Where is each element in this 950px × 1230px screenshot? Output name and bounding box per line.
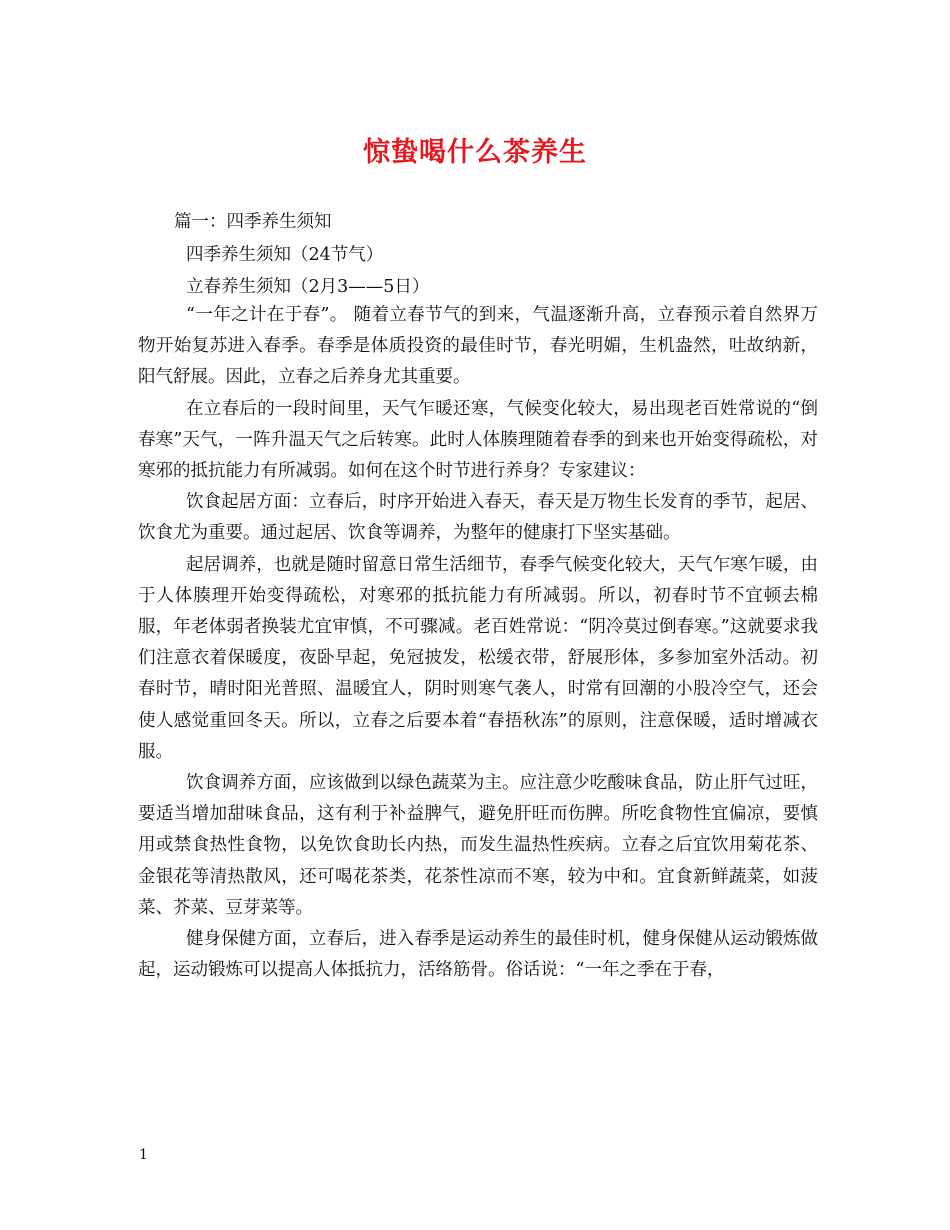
paragraph: 起居调养，也就是随时留意日常生活细节，春季气候变化较大，天气乍寒乍暖，由于人体腠理开始变得疏松，对寒邪的抵抗能力有所减弱。所以，初春时节不宜顿去棉服，年老体弱者换装尤宜审慎，不可骤减。老百姓常说：“阴冷莫过倒春寒。”这就要求我们注意衣着保暖度，夜卧早起，免冠披发，松缓衣带，舒展形体，多参加室外活动。初春时节，晴时阳光普照、温暖宜人，阴时则寒气袭人，时常有回潮的小股冷空气，还会使人感觉重回冬天。所以，立春之后要本着“春捂秋冻”的原则，注意保暖，适时增减衣服。 (138, 554, 818, 762)
body-text (138, 300, 818, 986)
paragraph: 在立春后的一段时间里，天气乍暖还寒，气候变化较大，易出现老百姓常说的“倒春寒”天气，一阵升温天气之后转寒。此时人体腠理随着春季的到来也开始变得疏松，对寒邪的抵抗能力有所减弱。如何在这个时节进行养身？专家建议： (138, 398, 818, 482)
section-heading: 篇一：四季养生须知 (174, 212, 332, 232)
subheading: 四季养生须知（24节气） (186, 245, 384, 265)
page-title: 惊蛰喝什么茶养生 (363, 137, 587, 168)
paragraph: 饮食调养方面，应该做到以绿色蔬菜为主。应注意少吃酸味食品，防止肝气过旺，要适当增加甜味食品，这有利于补益脾气，避免肝旺而伤脾。所吃食物性宜偏凉，要慎用或禁食热性食物，以免饮食助长内热，而发生温热性疾病。立春之后宜饮用菊花茶、金银花等清热散风，还可喝花茶类，花茶性凉而不寒，较为中和。宜食新鲜蔬菜，如菠菜、芥菜、豆芽菜等。 (138, 773, 818, 918)
page-number: 1 (139, 1147, 148, 1163)
paragraph: 饮食起居方面：立春后，时序开始进入春天，春天是万物生长发育的季节，起居、饮食尤为重要。通过起居、饮食等调养，为整年的健康打下坚实基础。 (138, 492, 818, 544)
paragraph: 健身保健方面，立春后，进入春季是运动养生的最佳时机，健身保健从运动锻炼做起，运动锻炼可以提高人体抵抗力，活络筋骨。俗话说：“一年之季在于春， (138, 929, 818, 981)
subheading-date: 立春养生须知（2月3——5日） (186, 277, 430, 297)
paragraph: “一年之计在于春”。 随着立春节气的到来，气温逐渐升高，立春预示着自然界万物开始复苏进入春季。春季是体质投资的最佳时节，春光明媚，生机盎然，吐故纳新，阳气舒展。因此，立春之后养身尤其重要。 (138, 305, 818, 388)
